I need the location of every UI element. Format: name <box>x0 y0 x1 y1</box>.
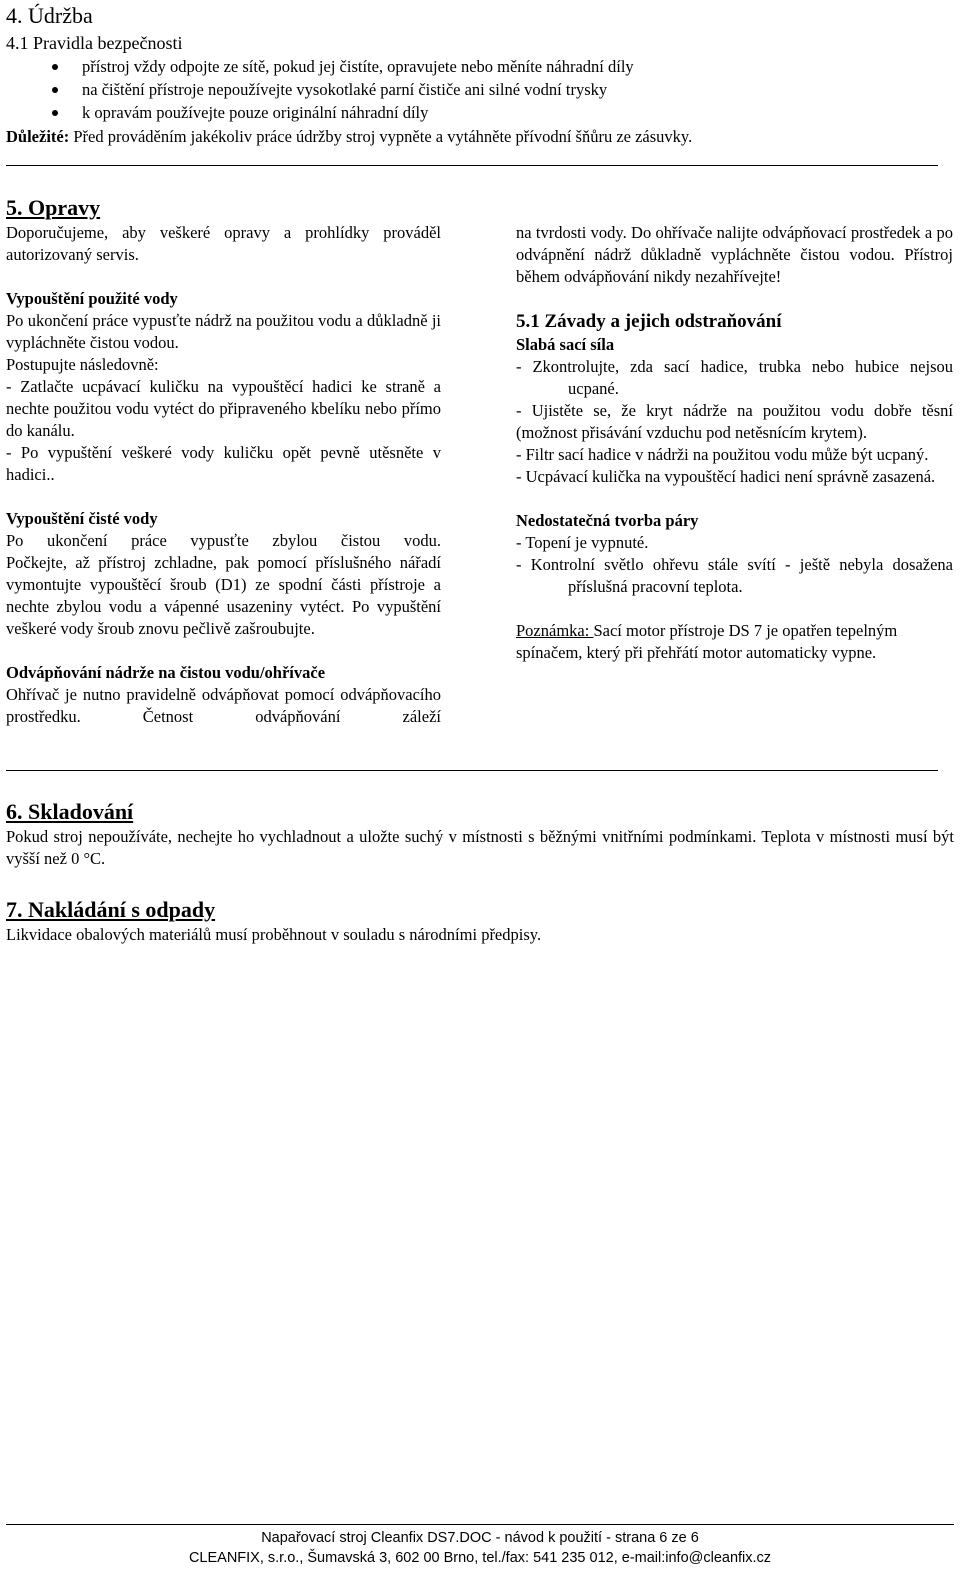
section-4-1-subtitle: 4.1 Pravidla bezpečnosti <box>6 33 183 53</box>
list-item: na čištění přístroje nepoužívejte vysokotlaké parní čističe ani silné vodní trysky <box>0 79 634 102</box>
used-water-step-2: - Po vypuštění veškeré vody kuličku opět pevně utěsněte v hadici.. <box>6 443 441 484</box>
list-item: - Ujistěte se, že kryt nádrže na použitou vodu dobře těsní (možnost přisávání vzduchu pod netěsnícím krytem). <box>516 401 953 442</box>
clean-water-heading: Vypouštění čisté vody <box>6 509 158 528</box>
note-label: Poznámka: <box>516 621 594 640</box>
note-text: Sací motor přístroje DS 7 je opatřen tepelným spínačem, který při přehřátí motor automaticky vypne. <box>516 621 898 662</box>
used-water-heading: Vypouštění použité vody <box>6 289 178 308</box>
used-water-text: Po ukončení práce vypusťte nádrž na použitou vodu a důkladně ji vypláchněte čistou vodou. <box>6 311 441 352</box>
descaling-text-1: Ohřívač je nutno pravidelně odvápňovat pomocí odvápňovacího prostředku. Četnost odvápňování záleží <box>6 685 441 726</box>
footer-divider <box>6 1524 954 1525</box>
list-item: přístroj vždy odpojte ze sítě, pokud jej čistíte, opravujete nebo měníte náhradní díly <box>0 56 634 79</box>
list-item: - Topení je vypnuté. <box>516 533 649 552</box>
list-item: k opravám používejte pouze originální náhradní díly <box>0 102 634 125</box>
section-5-title: 5. Opravy <box>6 195 101 220</box>
divider <box>6 165 938 166</box>
footer-contact: CLEANFIX, s.r.o., Šumavská 3, 602 00 Brno, tel./fax: 541 235 012, e-mail:info@cleanfix.cz <box>188 1550 772 1566</box>
footer-doc-info: Napařovací stroj Cleanfix DS7.DOC - návod k použití - strana 6 ze 6 <box>261 1530 699 1546</box>
important-text: Před prováděním jakékoliv práce údržby stroj vypněte a vytáhněte přívodní šňůru ze zásuvky. <box>69 127 693 146</box>
waste-text: Likvidace obalových materiálů musí proběhnout v souladu s národními předpisy. <box>6 925 542 944</box>
section-4-title: 4. Údržba <box>6 3 93 28</box>
right-column <box>516 222 953 664</box>
important-label: Důležité: <box>6 127 70 146</box>
steam-heading: Nedostatečná tvorba páry <box>516 511 699 530</box>
section-7-title: 7. Nakládání s odpady <box>6 897 216 922</box>
important-note <box>6 126 692 148</box>
list-item: - Ucpávací kulička na vypouštěcí hadici není správně zasazená. <box>516 467 936 486</box>
storage-text: Pokud stroj nepoužíváte, nechejte ho vychladnout a uložte suchý v místnosti s běžnými vnitřními podmínkami. Teplota v místnosti musí být vyšší než 0 °C. <box>6 827 954 868</box>
section-5-1-title: 5.1 Závady a jejich odstraňování <box>516 311 782 332</box>
clean-water-text-1: Po ukončení práce vypusťte zbylou čistou vodu. <box>6 531 441 550</box>
clean-water-text-2: Počkejte, až přístroj zchladne, pak pomocí příslušného nářadí vymontujte vypouštěcí šroub (D1) ze spodní části přístroje a nechte zbylou vodu a vápenné usazeniny vytéct. Po vypuštění veškeré vody šroub znovu pečlivě zašroubujte. <box>6 553 441 638</box>
motor-note <box>516 620 953 664</box>
section-6-title: 6. Skladování <box>6 799 134 824</box>
used-water-step-1: - Zatlačte ucpávací kuličku na vypouštěcí hadici ke straně a nechte použitou vodu vytéct do připraveného kbelíku nebo přímo do kanálu. <box>6 377 441 440</box>
safety-bullet-list <box>0 56 634 125</box>
divider <box>6 770 938 771</box>
repairs-intro: Doporučujeme, aby veškeré opravy a prohlídky prováděl autorizovaný servis. <box>6 223 441 264</box>
list-item: - Kontrolní světlo ohřevu stále svítí - ještě nebyla dosažena příslušná pracovní teplota. <box>516 555 953 596</box>
descaling-text-2: na tvrdosti vody. Do ohřívače nalijte odvápňovací prostředek a po odvápnění nádrž důkladně vypláchněte čistou vodou. Přístroj během odvápňování nikdy nezahřívejte! <box>516 223 953 286</box>
list-item: - Zkontrolujte, zda sací hadice, trubka nebo hubice nejsou ucpané. <box>516 357 953 398</box>
descaling-heading: Odvápňování nádrže na čistou vodu/ohřívače <box>6 663 326 682</box>
list-item: - Filtr sací hadice v nádrži na použitou vodu může být ucpaný. <box>516 445 929 464</box>
weak-suction-heading: Slabá sací síla <box>516 335 615 354</box>
used-water-procedure: Postupujte následovně: <box>6 355 159 374</box>
left-column <box>6 222 441 728</box>
